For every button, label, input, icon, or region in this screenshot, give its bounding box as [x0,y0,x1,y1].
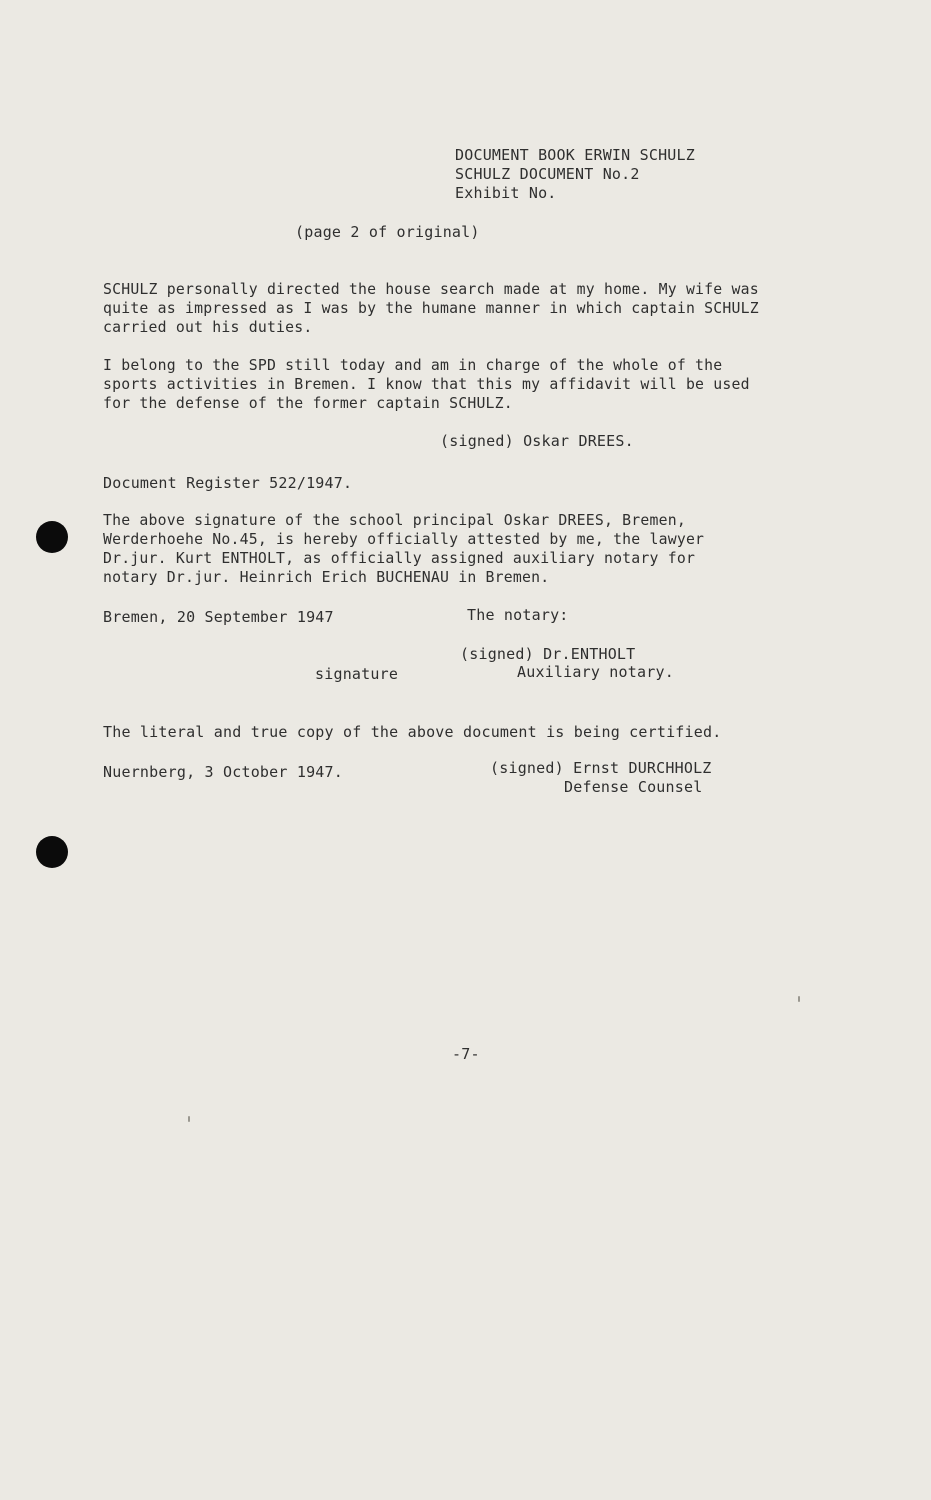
paragraph2-line: sports activities in Bremen. I know that this my affidavit will be used [103,376,750,393]
closing-place-date: Nuernberg, 3 October 1947. [103,763,343,781]
defense-counsel-title: Defense Counsel [564,778,703,796]
page-number: -7- [452,1045,480,1063]
punch-hole-top [36,521,68,553]
paragraph2-line: for the defense of the former captain SCHULZ. [103,395,513,412]
auxiliary-notary-label: Auxiliary notary. [517,663,674,681]
paragraph1-line: carried out his duties. [103,319,313,336]
paragraph3-line: Dr.jur. Kurt ENTHOLT, as officially assigned auxiliary notary for [103,550,696,567]
certification-statement: The literal and true copy of the above document is being certified. [103,723,722,741]
paragraph3-line: Werderhoehe No.45, is hereby officially attested by me, the lawyer [103,531,705,548]
notary-label: The notary: [467,606,569,624]
paragraph3-line: The above signature of the school principal Oskar DREES, Bremen, [103,512,686,529]
header-document-book: DOCUMENT BOOK ERWIN SCHULZ [455,146,695,164]
paper-speck [188,1116,190,1122]
document-register: Document Register 522/1947. [103,474,353,492]
signed-entholt: (signed) Dr.ENTHOLT [460,645,636,663]
signed-durchholz: (signed) Ernst DURCHHOLZ [490,759,712,777]
paragraph1-line: quite as impressed as I was by the humane manner in which captain SCHULZ [103,300,759,317]
signature-label: signature [315,665,399,683]
notary-place-date: Bremen, 20 September 1947 [103,608,334,626]
page-note: (page 2 of original) [295,223,480,241]
paragraph3-line: notary Dr.jur. Heinrich Erich BUCHENAU in Bremen. [103,569,550,586]
paragraph2-line: I belong to the SPD still today and am in charge of the whole of the [103,357,723,374]
signed-drees: (signed) Oskar DREES. [440,432,634,450]
header-exhibit-number: Exhibit No. [455,184,557,202]
paragraph1-line: SCHULZ personally directed the house search made at my home. My wife was [103,281,759,298]
header-document-number: SCHULZ DOCUMENT No.2 [455,165,640,183]
paper-speck [798,996,800,1002]
punch-hole-bottom [36,836,68,868]
